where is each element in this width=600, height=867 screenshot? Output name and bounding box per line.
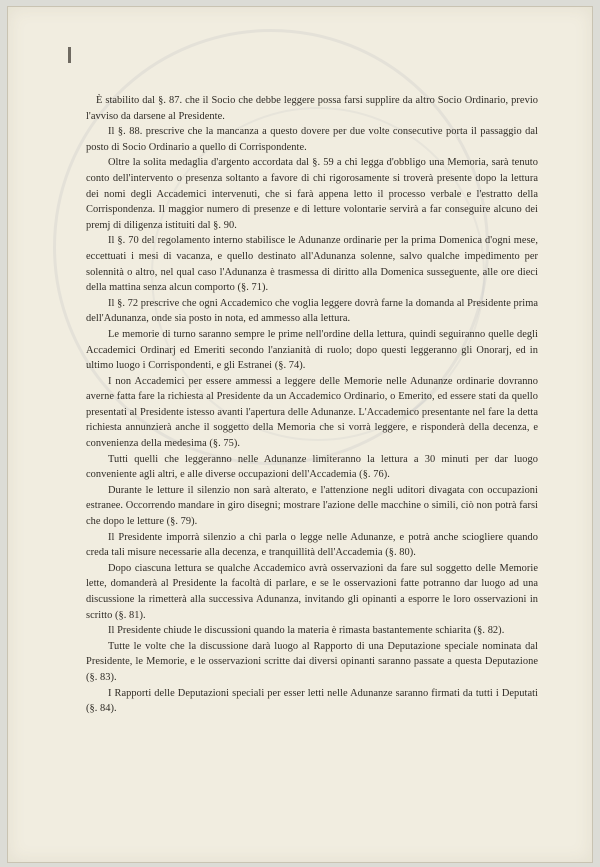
document-body	[86, 93, 538, 717]
paragraph: Il §. 88. prescrive che la mancanza a questo dovere per due volte consecutive porta il passaggio dal posto di Socio Ordinario a quello di Corrispondente.	[86, 126, 538, 153]
paragraph: Le memorie di turno saranno sempre le prime nell'ordine della lettura, quindi seguiranno quelle degli Accademici Ordinarj ed Emeriti secondo l'anzianità di ruolo; dopo questi leggeranno gli Onorarj, ed in ultimo luogo i Corrispondenti, e gli Estranei (§. 74).	[86, 328, 538, 372]
document-page	[7, 6, 593, 863]
paragraph: Il §. 72 prescrive che ogni Accademico che voglia leggere dovrà farne la domanda al Presidente prima dell'Adunanza, onde sia posto in nota, ed ammesso alla lettura.	[86, 297, 538, 325]
paragraph: Tutte le volte che la discussione darà luogo al Rapporto di una Deputazione speciale nominata dal Presidente, le Memorie, e le osservazioni scritte dai diversi opinanti saranno passate a questa Deputazione (§. 83).	[86, 640, 538, 683]
paragraph: I non Accademici per essere ammessi a leggere delle Memorie nelle Adunanze ordinarie dovranno averne fatta fare la richiesta al Presidente da un Accademico Ordinario, o Emerito, ed essere stati da quello presentati al Presidente istesso avanti l'apertura delle Adunanze. L'Accademico presentante nel fare la detta richiesta annunzierà anche il soggetto della Memoria che si vorrà leggere, e risponderà della decenza, e convenienza della medesima (§. 75).	[86, 375, 538, 450]
page-fold-mark	[68, 47, 71, 63]
paragraph: Oltre la solita medaglia d'argento accordata dal §. 59 a chi legga d'obbligo una Memoria, sarà tenuto conto dell'intervento o presenza soltanto a favore di chi rigorosamente si troverà presente dopo la lettura dei nomi degli Accademici intervenuti, che si farà appena letto il processo verbale e l'estratto della Corrispondenza. Il maggior numero di presenze e di letture volontarie servirà a far conseguire alcuno dei premj di diligenza istituiti dal §. 90.	[86, 157, 538, 231]
paragraph: I Rapporti delle Deputazioni speciali per esser letti nelle Adunanze saranno firmati da tutti i Deputati (§. 84).	[86, 687, 538, 715]
paragraph: Il Presidente imporrà silenzio a chi parla o legge nelle Adunanze, e potrà anche sciogliere quando creda tali misure necessarie alla decenza, e tranquillità dell'Accademia (§. 80).	[86, 531, 538, 559]
paragraph: Il §. 70 del regolamento interno stabilisce le Adunanze ordinarie per la prima Domenica d'ogni mese, eccettuati i mesi di vacanza, e quello destinato all'Adunanza solenne, salvo qualche impedimento per solennità o altro, nel qual caso l'Adunanza è trasmessa di diritto alla Domenica susseguente, alle ore dieci della mattina senza alcun comporto (§. 71).	[86, 235, 538, 294]
paragraph: Tutti quelli che leggeranno nelle Adunanze limiteranno la lettura a 30 minuti per dar luogo conveniente agli altri, e alle diverse occupazioni dell'Accademia (§. 76).	[86, 453, 538, 481]
paragraph: Durante le letture il silenzio non sarà alterato, e l'attenzione negli uditori divagata con occupazioni estranee. Occorrendo mandare in giro disegni; mostrare l'azione delle macchine o simili, ciò non potrà farsi che dopo le letture (§. 79).	[86, 484, 538, 528]
paragraph: Il Presidente chiude le discussioni quando la materia è rimasta bastantemente schiarita (§. 82).	[108, 625, 505, 637]
paragraph: È stabilito dal §. 87. che il Socio che debbe leggere possa farsi supplire da altro Socio Ordinario, previo l'avviso da darsene al Presidente.	[86, 95, 538, 122]
paragraph: Dopo ciascuna lettura se qualche Accademico avrà osservazioni da fare sul soggetto delle Memorie lette, domanderà al Presidente la facoltà di parlare, e se le osservazioni fatte potranno dar luogo ad una discussione la rimetterà alla successiva Adunanza, invitando gli opinanti a esporre le loro osservazioni in scritto (§. 81).	[86, 562, 538, 621]
